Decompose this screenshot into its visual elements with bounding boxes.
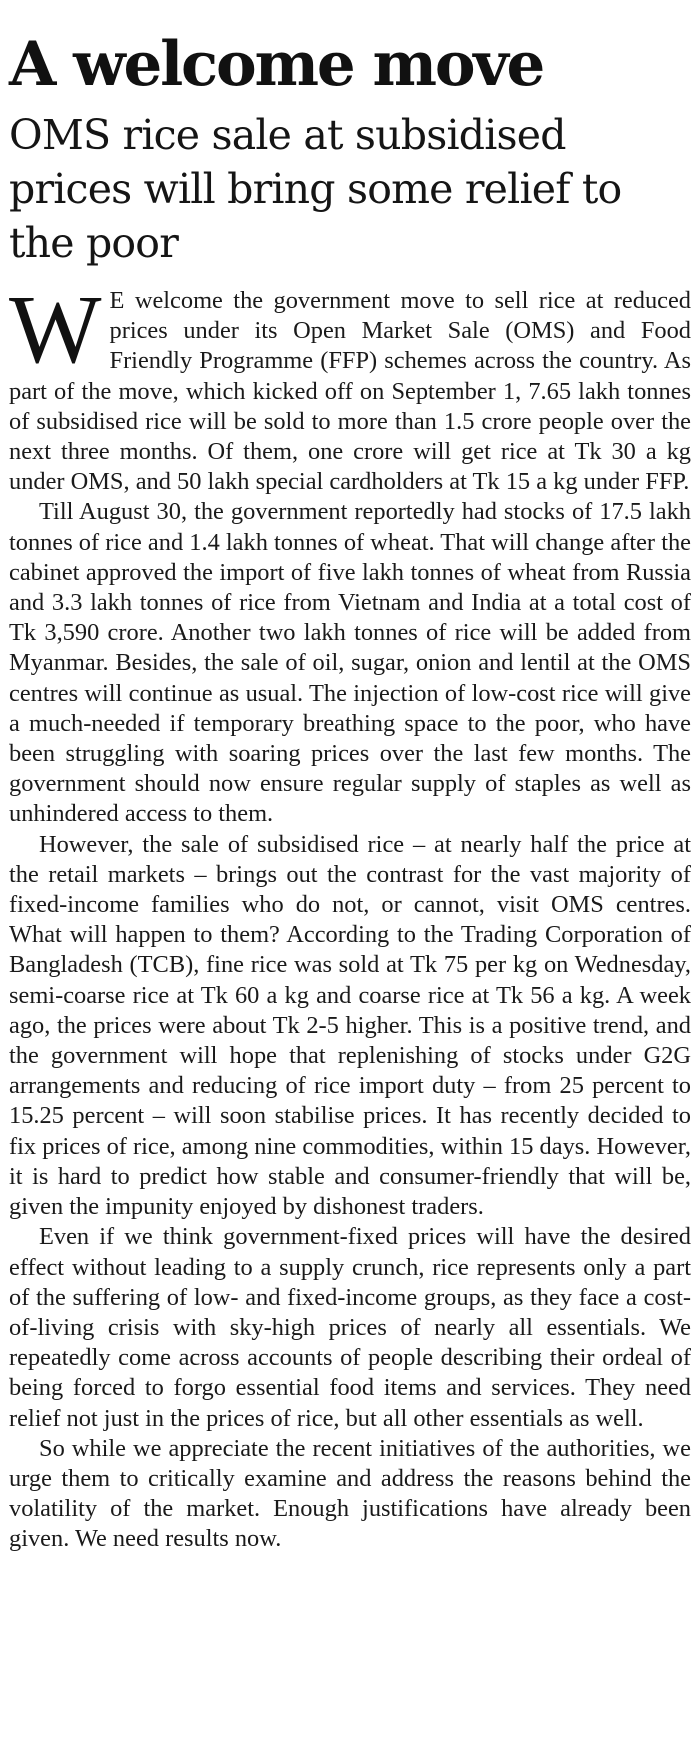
subheadline: OMS rice sale at subsidised prices will bring some relief to the poor xyxy=(9,111,622,267)
lead-caps: E xyxy=(109,287,125,314)
paragraph-3: However, the sale of subsidised rice – at nearly half the price at the retail markets – brings out the contrast for the vast majority of fixed-income families who do not, or cannot, visit OMS centres. What will happen to them? According to the Trading Corporation of Bangladesh (TCB), fine rice was sold at Tk 75 per kg on Wednesday, semi-coarse rice at Tk 60 a kg and coarse rice at Tk 56 a kg. A week ago, the prices were about Tk 2-5 higher. This is a positive trend, and the government will hope that replenishing of stocks under G2G arrangements and reducing of rice import duty – from 25 percent to 15.25 percent – will soon stabilise prices. It has recently decided to fix prices of rice, among nine commodities, within 15 days. However, it is hard to predict how stable and consumer-friendly that will be, given the impunity enjoyed by dishonest traders. xyxy=(9,830,691,1221)
editorial-article xyxy=(9,30,691,1555)
paragraph-5: So while we appreciate the recent initiatives of the authorities, we urge them to critically examine and address the reasons behind the volatility of the market. Enough justifications have already been given. We need results now. xyxy=(9,1434,691,1553)
article-body xyxy=(9,276,691,1555)
drop-cap: W xyxy=(9,276,102,384)
paragraph-2: Till August 30, the government reportedly had stocks of 17.5 lakh tonnes of rice and 1.4 lakh tonnes of wheat. That will change after the cabinet approved the import of five lakh tonnes of wheat from Russia and 3.3 lakh tonnes of rice from Vietnam and India at a total cost of Tk 3,590 crore. Another two lakh tonnes of rice will be added from Myanmar. Besides, the sale of oil, sugar, onion and lentil at the OMS centres will continue as usual. The injection of low-cost rice will give a much-needed if temporary breathing space to the poor, who have been struggling with soaring prices over the last few months. The government should now ensure regular supply of staples as well as unhindered access to them. xyxy=(9,498,691,828)
headline: A welcome move xyxy=(9,29,544,100)
paragraph-1-text: welcome the government move to sell rice at reduced prices under its Open Market Sale (OMS) and Food Friendly Programme (FFP) schemes across the country. As part of the move, which kicked off on September 1, 7.65 lakh tonnes of subsidised rice will be sold to more than 1.5 crore people over the next three months. Of them, one crore will get rice at Tk 30 a kg under OMS, and 50 lakh special cardholders at Tk 15 a kg under FFP. xyxy=(9,287,691,496)
paragraph-4: Even if we think government-fixed prices will have the desired effect without leading to a supply crunch, rice represents only a part of the suffering of low- and fixed-income groups, as they face a cost-of-living crisis with sky-high prices of nearly all essentials. We repeatedly come across accounts of people describing their ordeal of being forced to forgo essential food items and services. They need relief not just in the prices of rice, but all other essentials as well. xyxy=(9,1223,691,1432)
paragraph-1 xyxy=(9,276,691,497)
